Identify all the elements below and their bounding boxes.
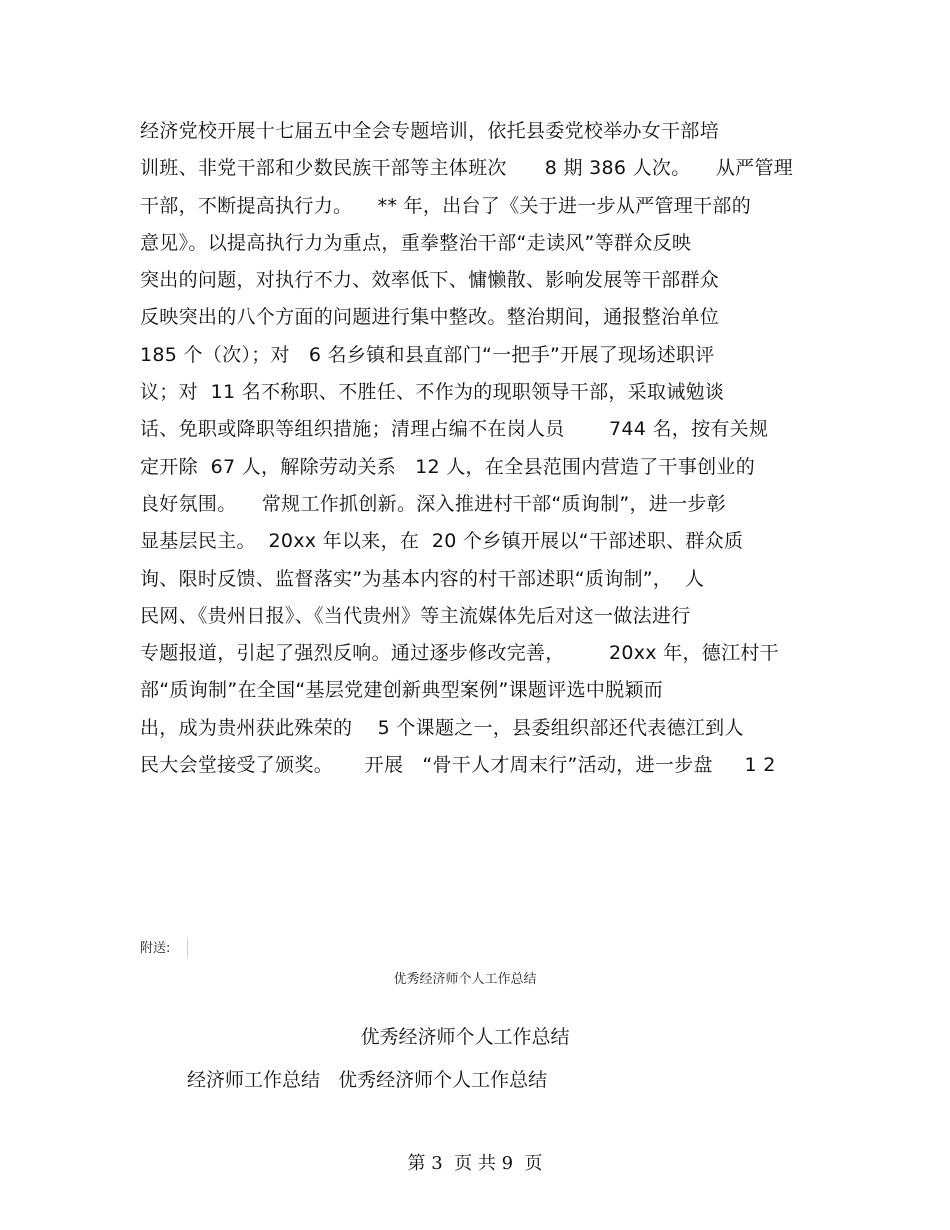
page-number-footer: 第 3 页 共 9 页: [407, 1153, 543, 1174]
body-line: 意见》。以提高执行力为重点，重拳整治干部“走读风”等群众反映: [140, 231, 692, 254]
body-line: 询、限时反馈、监督落实”为基本内容的村干部述职“质询制”， 人: [140, 567, 705, 590]
body-line: 民网、《贵州日报》、《当代贵州》等主流媒体先后对这一做法进行: [140, 604, 691, 627]
body-line: 经济党校开展十七届五中全会专题培训，依托县委党校举办女干部培: [140, 120, 720, 142]
body-line: 突出的问题，对执行不力、效率低下、慵懒散、影响发展等干部群众: [140, 269, 720, 292]
body-text: [140, 113, 860, 784]
body-line: 议；对 11 名不称职、不胜任、不作为的现职领导干部，采取诫勉谈: [140, 381, 725, 404]
body-line: 显基层民主。 20xx 年以来，在 20 个乡镇开展以“干部述职、群众质: [140, 530, 744, 553]
body-line: 良好氛围。 常规工作抓创新。深入推进村干部“质询制”，进一步彰: [140, 492, 727, 515]
body-line: 话、免职或降职等组织措施；清理占编不在岗人员 744 名，按有关规: [140, 418, 769, 441]
body-line: 训班、非党干部和少数民族干部等主体班次 8 期 386 人次。 从严管理: [140, 157, 794, 180]
appendix-divider: [187, 938, 188, 958]
body-line: 185 个（次）；对 6 名乡镇和县直部门“一把手”开展了现场述职评: [140, 343, 715, 366]
appendix-subtitle: 经济师工作总结 优秀经济师个人工作总结: [187, 1069, 548, 1091]
body-line: 反映突出的八个方面的问题进行集中整改。整治期间，通报整治单位: [140, 306, 720, 329]
appendix-label: 附送:: [140, 941, 171, 956]
body-line: 部“质询制”在全国“基层党建创新典型案例”课题评选中脱颖而: [140, 679, 664, 702]
appendix-main-title: 优秀经济师个人工作总结: [360, 1026, 570, 1048]
body-line: 民大会堂接受了颁奖。 开展 “骨干人才周末行”活动，进一步盘 1 2: [140, 754, 776, 777]
body-line: 专题报道，引起了强烈反响。通过逐步修改完善， 20xx 年，德江村干: [140, 642, 779, 665]
body-line: 干部，不断提高执行力。 ** 年，出台了《关于进一步从严管理干部的: [140, 194, 751, 217]
body-line: 出，成为贵州获此殊荣的 5 个课题之一，县委组织部还代表德江到人: [140, 716, 744, 739]
appendix-small-title: 优秀经济师个人工作总结: [393, 972, 537, 987]
body-line: 定开除 67 人，解除劳动关系 12 人，在全县范围内营造了干事创业的: [140, 455, 756, 478]
